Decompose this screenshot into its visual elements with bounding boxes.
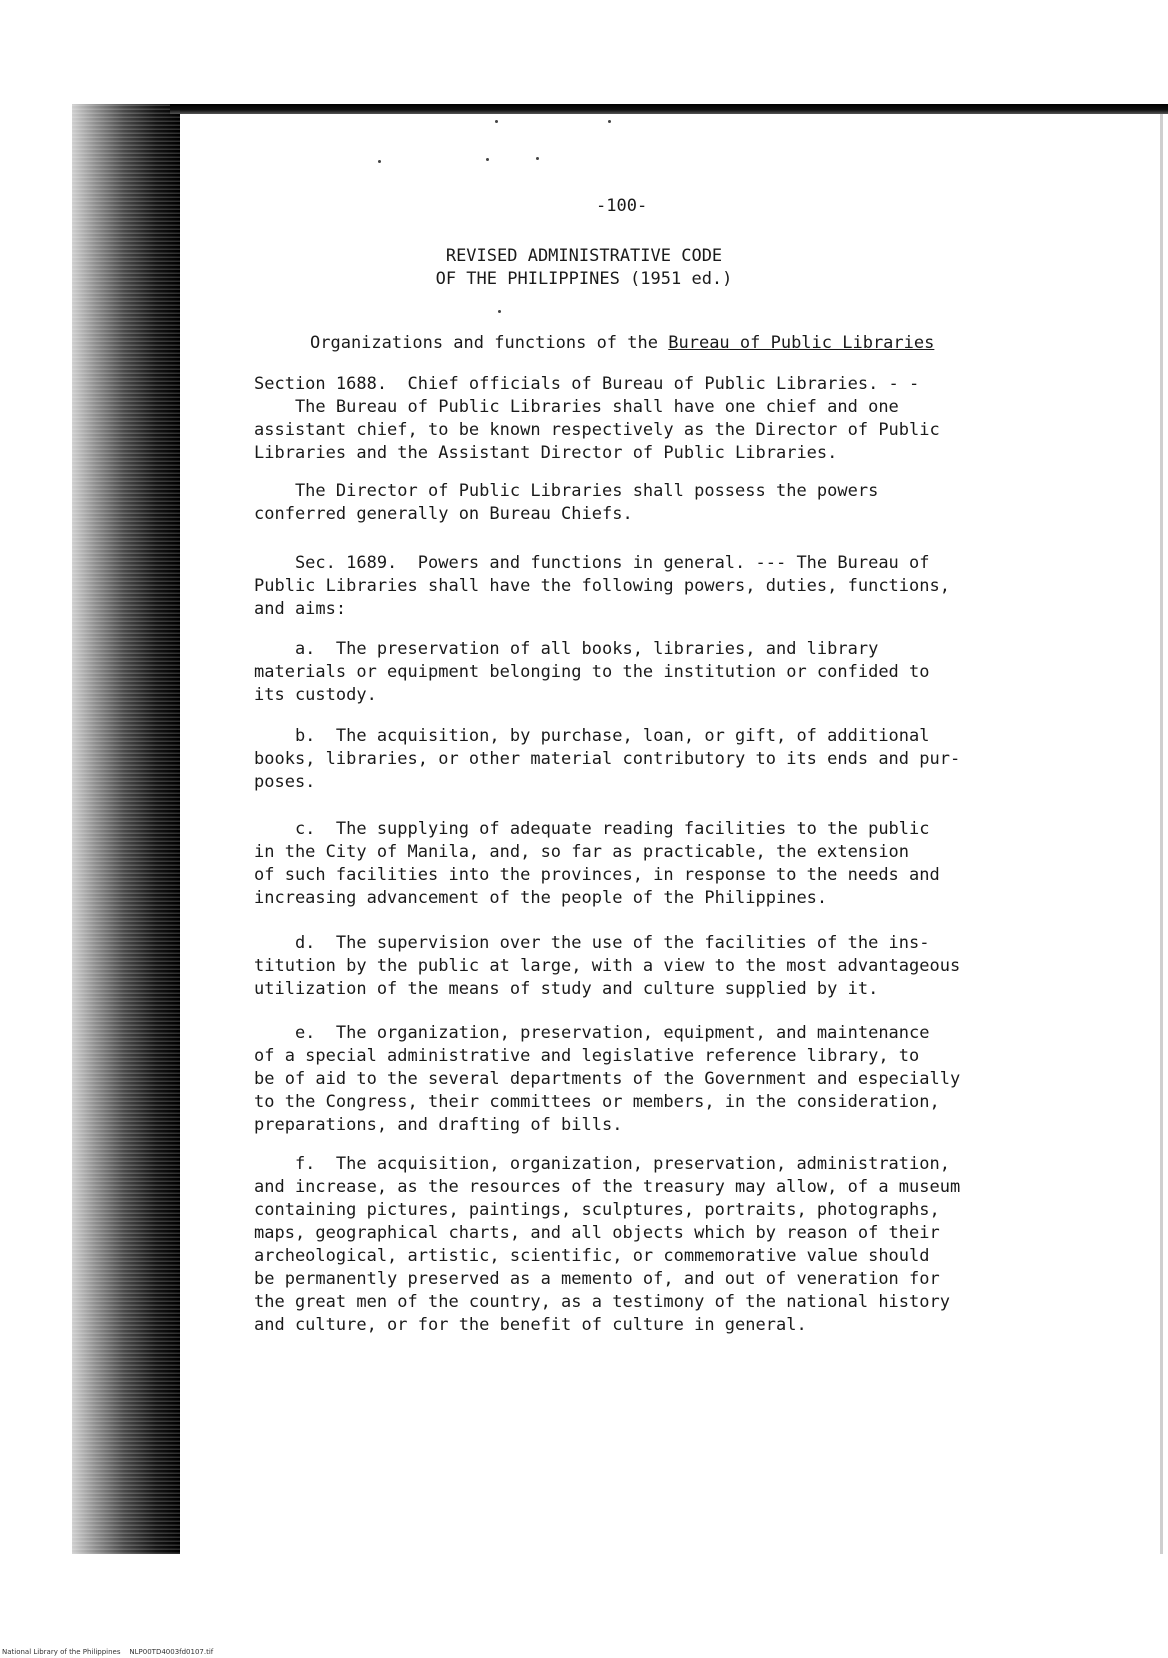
text-line: materials or equipment belonging to the institution or confided to	[254, 662, 930, 682]
document-title	[350, 245, 818, 291]
scan-speck	[495, 120, 498, 123]
subheading-bureau: Bureau of Public Libraries	[668, 333, 935, 353]
text-line: be permanently preserved as a memento of, and out of veneration for	[254, 1269, 940, 1289]
section-1688-paragraph	[254, 373, 940, 465]
text-line: of a special administrative and legislative reference library, to	[254, 1046, 920, 1066]
scan-speck	[378, 160, 381, 163]
page-number: -100-	[596, 196, 648, 216]
item-a-paragraph	[254, 638, 930, 707]
scan-top-edge	[170, 104, 1168, 114]
title-line-1: REVISED ADMINISTRATIVE CODE	[445, 246, 723, 266]
text-line: b. The acquisition, by purchase, loan, or gift, of additional	[254, 726, 930, 746]
footer-library: National Library of the Philippines	[2, 1648, 121, 1656]
text-line: maps, geographical charts, and all objects which by reason of their	[254, 1223, 940, 1243]
item-e-paragraph	[254, 1022, 960, 1137]
text-line: titution by the public at large, with a view to the most advantageous	[254, 956, 961, 976]
text-line: Sec. 1689. Powers and functions in general. --- The Bureau of	[254, 553, 930, 573]
scan-speck	[536, 157, 539, 160]
text-line: in the City of Manila, and, so far as practicable, the extension	[254, 842, 910, 862]
text-line: d. The supervision over the use of the facilities of the ins-	[254, 933, 930, 953]
scan-footer	[2, 1648, 213, 1656]
footer-file-id: NLP00TD4003fd0107.tif	[129, 1648, 214, 1656]
item-b-paragraph	[254, 725, 960, 794]
text-line: books, libraries, or other material contributory to its ends and pur-	[254, 749, 961, 769]
subheading-prefix: Organizations and functions of the	[310, 333, 658, 353]
text-line: f. The acquisition, organization, preservation, administration,	[254, 1154, 950, 1174]
item-d-paragraph	[254, 932, 960, 1001]
text-line: and aims:	[254, 599, 347, 619]
text-line: Libraries and the Assistant Director of Public Libraries.	[254, 443, 838, 463]
title-line-2: OF THE PHILIPPINES (1951 ed.)	[435, 269, 733, 289]
text-line: the great men of the country, as a testimony of the national history	[254, 1292, 950, 1312]
text-line: and culture, or for the benefit of culture in general.	[254, 1315, 807, 1335]
text-line: preparations, and drafting of bills.	[254, 1115, 623, 1135]
section-1689-paragraph	[254, 552, 950, 621]
text-line: a. The preservation of all books, libraries, and library	[254, 639, 879, 659]
director-powers-paragraph	[254, 480, 878, 526]
text-line: e. The organization, preservation, equipment, and maintenance	[254, 1023, 930, 1043]
text-line: its custody.	[254, 685, 377, 705]
item-f-paragraph	[254, 1153, 960, 1337]
text-line: archeological, artistic, scientific, or commemorative value should	[254, 1246, 930, 1266]
text-line: and increase, as the resources of the treasury may allow, of a museum	[254, 1177, 961, 1197]
text-line: Section 1688. Chief officials of Bureau of Public Libraries. - -	[254, 374, 920, 394]
scan-speck	[486, 158, 489, 161]
scan-right-edge	[1160, 114, 1163, 1554]
text-line: containing pictures, paintings, sculptures, portraits, photographs,	[254, 1200, 940, 1220]
scan-speck	[608, 120, 611, 123]
text-line: The Director of Public Libraries shall possess the powers	[254, 481, 879, 501]
text-line: increasing advancement of the people of the Philippines.	[254, 888, 828, 908]
text-line: conferred generally on Bureau Chiefs.	[254, 504, 633, 524]
item-c-paragraph	[254, 818, 940, 910]
text-line: utilization of the means of study and culture supplied by it.	[254, 979, 879, 999]
text-line: poses.	[254, 772, 316, 792]
text-line: of such facilities into the provinces, in response to the needs and	[254, 865, 940, 885]
text-line: to the Congress, their committees or members, in the consideration,	[254, 1092, 940, 1112]
text-line: Public Libraries shall have the following powers, duties, functions,	[254, 576, 950, 596]
text-line: c. The supplying of adequate reading facilities to the public	[254, 819, 930, 839]
text-line: The Bureau of Public Libraries shall have one chief and one	[254, 397, 899, 417]
scan-binding-shadow	[72, 104, 180, 1554]
scan-speck	[498, 310, 501, 313]
text-line: assistant chief, to be known respectively as the Director of Public	[254, 420, 940, 440]
text-line: be of aid to the several departments of the Government and especially	[254, 1069, 961, 1089]
section-subheading	[310, 333, 934, 353]
